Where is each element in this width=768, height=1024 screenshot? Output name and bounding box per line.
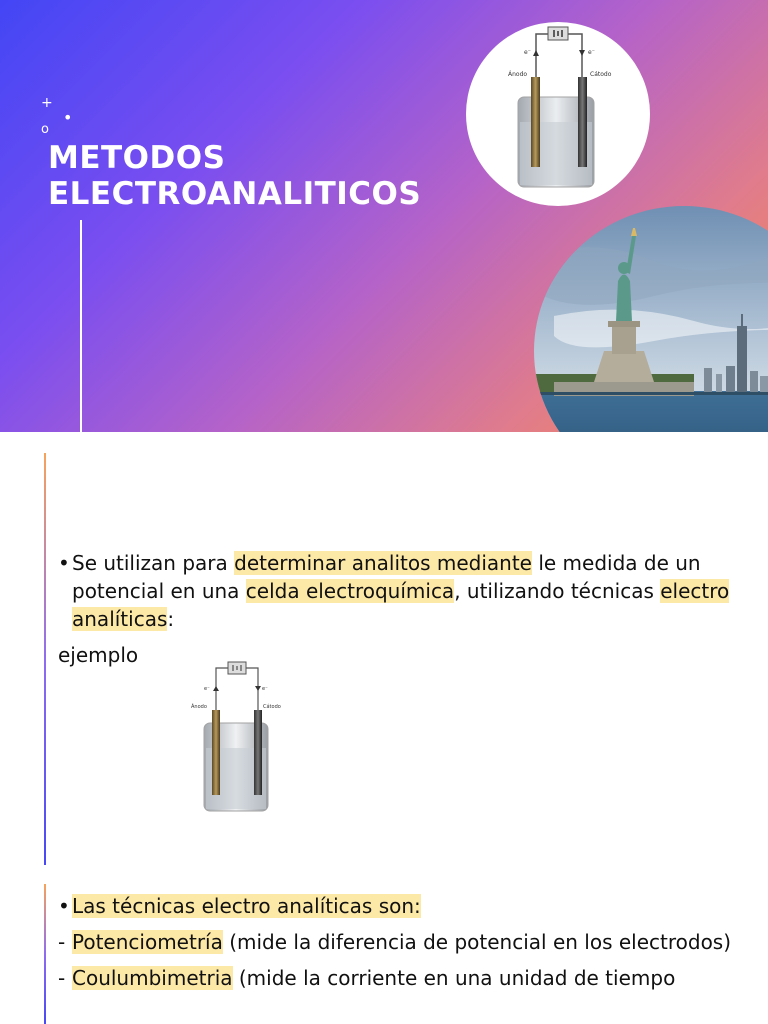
intro-paragraph — [58, 549, 748, 633]
statue-of-liberty-illustration — [534, 206, 768, 432]
dash-marker: - — [58, 966, 66, 990]
vertical-divider — [80, 220, 82, 432]
cell-illustration — [190, 658, 290, 818]
anode-label: Ánodo — [508, 71, 528, 78]
intro-text-1: Se utilizan para — [72, 551, 235, 575]
bullet-marker: • — [58, 894, 70, 918]
technique-name: Coulumbimetria — [72, 966, 233, 990]
highlight-electro: electro analíticas — [72, 579, 730, 631]
intro-text-4: : — [167, 607, 175, 631]
list-item — [58, 964, 748, 992]
electron-label: e⁻ — [524, 49, 531, 56]
statue-of-liberty-photo — [534, 206, 768, 432]
ring-decoration: o — [41, 122, 49, 137]
technique-desc: (mide la corriente en una unidad de tiempo — [232, 966, 676, 990]
content-slide-1 — [0, 453, 768, 865]
intro-text-3: , utilizando técnicas — [454, 579, 661, 603]
techniques-heading: Las técnicas electro analíticas son: — [72, 894, 421, 918]
electron-label: e⁻ — [204, 686, 210, 692]
list-item — [58, 928, 748, 956]
cathode-label: Cátodo — [590, 71, 612, 78]
cell-illustration — [466, 22, 650, 206]
slide-title — [48, 140, 421, 212]
anode-label: Ánodo — [191, 704, 207, 710]
ejemplo-label: ejemplo — [58, 643, 139, 667]
title-line-1: METODOS — [48, 140, 226, 176]
highlight-determinar: determinar analitos mediante — [234, 551, 532, 575]
electron-label: e⁻ — [588, 49, 595, 56]
bullet-marker: • — [58, 551, 70, 575]
dash-marker: - — [58, 930, 66, 954]
plus-decoration: + — [41, 95, 53, 111]
accent-line — [44, 884, 46, 1024]
title-line-2: ELECTROANALITICOS — [48, 176, 422, 212]
dot-decoration: • — [63, 108, 73, 127]
technique-desc: (mide la diferencia de potencial en los electrodos) — [222, 930, 732, 954]
electron-label: e⁻ — [262, 686, 268, 692]
content-slide-2 — [0, 884, 768, 1024]
title-slide — [0, 0, 768, 432]
electrochemical-cell-image — [466, 22, 650, 206]
accent-line — [44, 453, 46, 865]
techniques-list — [58, 892, 748, 992]
technique-name: Potenciometría — [72, 930, 223, 954]
highlight-celda: celda electroquímica — [245, 579, 455, 603]
cathode-label: Cátodo — [263, 704, 281, 710]
example-cell-image — [190, 658, 290, 818]
intro-text-2: le medida de un potencial en una — [72, 551, 701, 603]
